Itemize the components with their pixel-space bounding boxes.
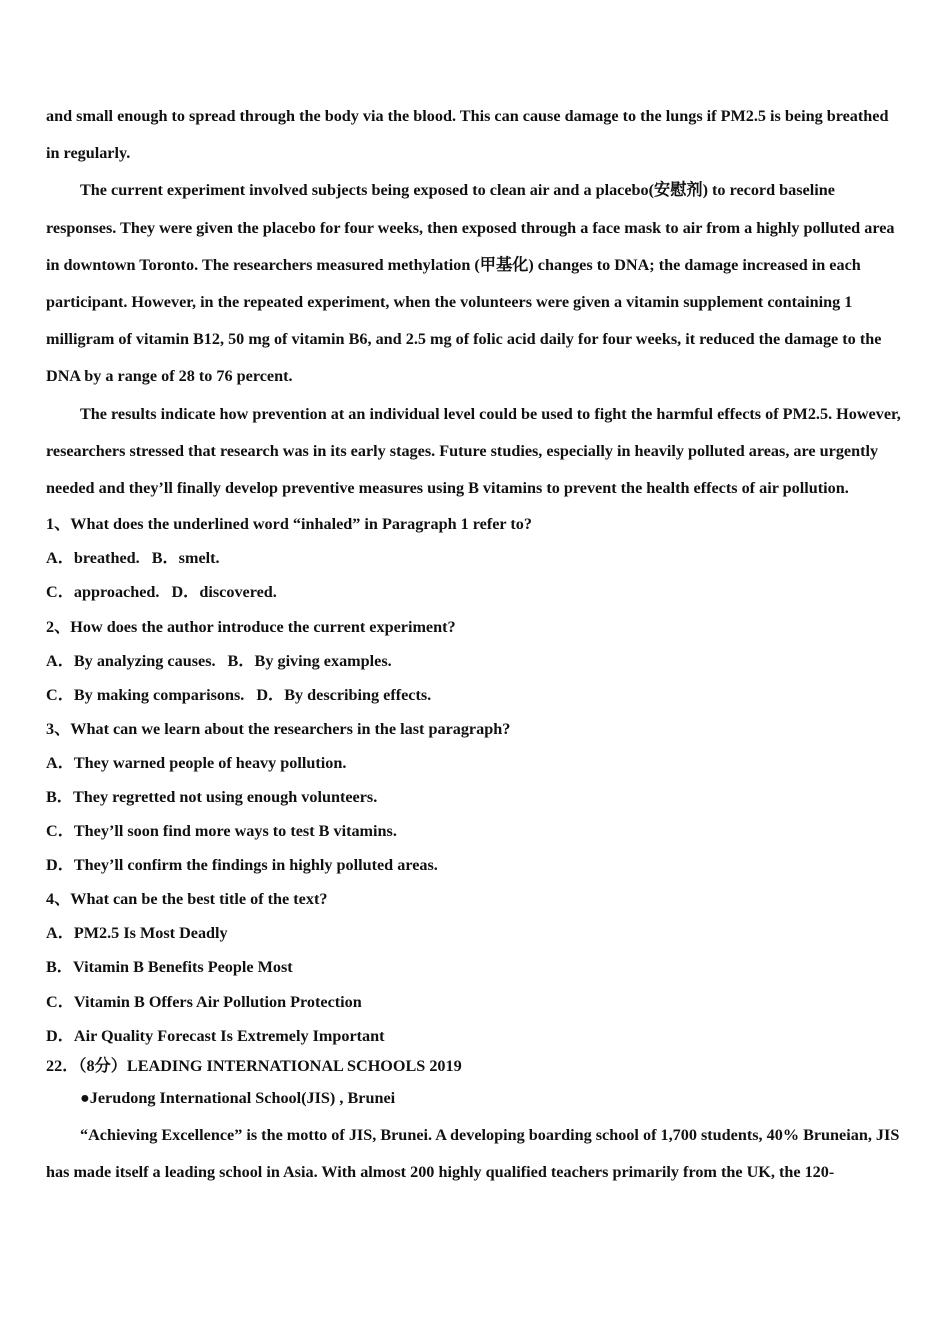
option-a[interactable]: A．By analyzing causes. xyxy=(46,651,216,670)
option-row xyxy=(46,541,906,575)
question-2 xyxy=(46,610,906,712)
option-row xyxy=(46,575,906,609)
option-b[interactable]: B．smelt. xyxy=(151,549,220,568)
option-b[interactable]: B．They regretted not using enough volunteers. xyxy=(46,787,378,806)
question-list xyxy=(46,507,906,1053)
passage-paragraph-2: The current experiment involved subjects being exposed to clean air and a placebo(安慰剂) to record baseline responses. They were given the placebo for four weeks, then exposed through a face mask to air from a highly polluted area in downtown Toronto. The researchers measured methylation (甲基化) changes to DNA; the damage increased in each participant. However, in the repeated experiment, when the volunteers were given a vitamin supplement containing 1 milligram of vitamin B12, 50 mg of vitamin B6, and 2.5 mg of folic acid daily for four weeks, it reduced the damage to the DNA by a range of 28 to 76 percent. xyxy=(46,181,895,386)
section-heading: 22．（8分）LEADING INTERNATIONAL SCHOOLS 2019 xyxy=(46,1056,462,1075)
option-d[interactable]: D．Air Quality Forecast Is Extremely Important xyxy=(46,1026,385,1045)
option-a[interactable]: A．They warned people of heavy pollution. xyxy=(46,753,347,772)
section-22 xyxy=(46,1053,906,1191)
option-c[interactable]: C．They’ll soon find more ways to test B vitamins. xyxy=(46,822,397,841)
option-c[interactable]: C．Vitamin B Offers Air Pollution Protection xyxy=(46,992,362,1011)
option-d[interactable]: D．By describing effects. xyxy=(256,685,432,704)
school-name: ●Jerudong International School(JIS) , Brunei xyxy=(80,1088,396,1107)
option-row xyxy=(46,678,906,712)
question-stem: 1、What does the underlined word “inhaled” in Paragraph 1 refer to? xyxy=(46,515,532,534)
option-a[interactable]: A．breathed. xyxy=(46,549,140,568)
option-d[interactable]: D．They’ll confirm the findings in highly polluted areas. xyxy=(46,856,438,875)
question-4 xyxy=(46,882,906,1052)
option-row xyxy=(46,644,906,678)
option-c[interactable]: C．By making comparisons. xyxy=(46,685,245,704)
passage-paragraph-1-tail: and small enough to spread through the body via the blood. This can cause damage to the lungs if PM2.5 is being breathed in regularly. xyxy=(46,107,889,163)
question-stem: 2、How does the author introduce the current experiment? xyxy=(46,617,456,636)
option-b[interactable]: B．By giving examples. xyxy=(227,651,392,670)
question-stem: 3、What can we learn about the researchers in the last paragraph? xyxy=(46,719,511,738)
question-1 xyxy=(46,507,906,609)
passage-paragraph-3: The results indicate how prevention at an individual level could be used to fight the harmful effects of PM2.5. However, researchers stressed that research was in its early stages. Future studies, especially in heavily polluted areas, are urgently needed and they’ll finally develop preventive measures using B vitamins to prevent the health effects of air pollution. xyxy=(46,404,901,498)
option-c[interactable]: C．approached. xyxy=(46,583,160,602)
option-d[interactable]: D．discovered. xyxy=(171,583,277,602)
school-paragraph: “Achieving Excellence” is the motto of JIS, Brunei. A developing boarding school of 1,700 students, 40% Bruneian, JIS has made itself a leading school in Asia. With almost 200 highly qualified teachers primarily from the UK, the 120- xyxy=(46,1125,900,1181)
question-3 xyxy=(46,712,906,882)
question-stem: 4、What can be the best title of the text? xyxy=(46,890,328,909)
option-b[interactable]: B．Vitamin B Benefits People Most xyxy=(46,958,293,977)
option-a[interactable]: A．PM2.5 Is Most Deadly xyxy=(46,924,228,943)
